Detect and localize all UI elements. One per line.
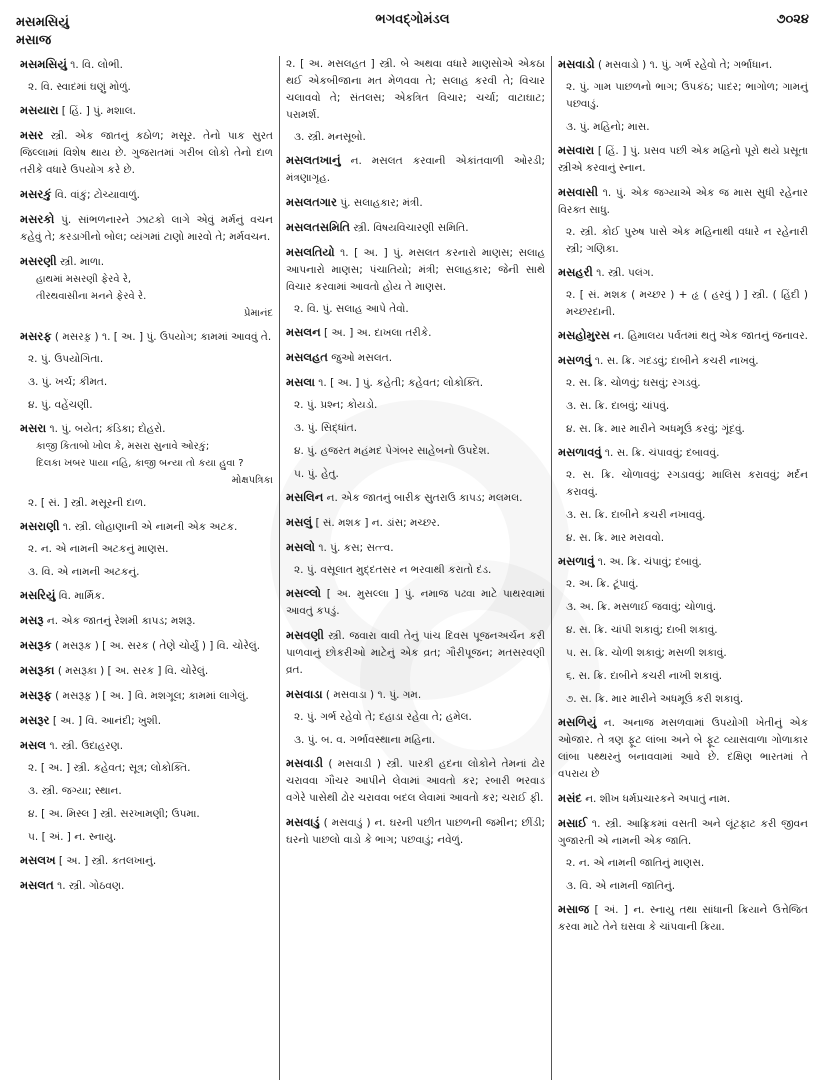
headword: મસરકું <box>20 187 52 201</box>
dictionary-entry <box>20 518 273 536</box>
dictionary-entry <box>286 152 545 187</box>
definition: ( મસરફ઼ ) ૧. [ અ. ] પું. ઉપયોગ; કામમાં આવવું તે. <box>51 331 272 343</box>
headword: મસયારા <box>20 103 59 117</box>
dictionary-entry <box>20 612 273 630</box>
headword: મસવાસી <box>558 185 599 199</box>
dictionary-entry <box>558 56 808 74</box>
headword: મસલતખાનું <box>286 153 341 167</box>
definition: સ્ત્રી. જવારા વાવી તેનું પાંચ દિવસ પૂજનઅર્ચન કરી પાળવાનું છોકરીઓ માટેનું એક વ્રત; ગૌરીપૂજન; મતસરવણી વ્રત. <box>286 630 545 676</box>
headword: મસર <box>20 128 44 142</box>
dictionary-entry <box>286 585 545 620</box>
page-header <box>0 0 825 58</box>
sense-definition: ૨. ન. એ નામની અટકનું માણસ. <box>28 543 169 555</box>
sense-definition: ૩. વિ. એ નામની અટકનું. <box>28 566 140 578</box>
definition: ૨. [ અ. મસલહત ] સ્ત્રી. બે અથવા વધારે માણસોએ એકઠા થઈ એકબીજાના મત મેળવવા તે; સલાહ કરવી તે; વિચાર ચલાવવો તે; સંતલસ; એકત્રિત વિચાર; ચર્ચા; વાટાઘાટ; પરામર્શ. <box>286 58 545 121</box>
dictionary-entry <box>286 324 545 342</box>
headword: મસરૂફ <box>20 688 52 702</box>
headword: મસરૂર <box>20 713 50 727</box>
definition: [ હિં. ] પું. મશાલ. <box>58 105 137 117</box>
sense-definition: ૪. સ. ક્રિ. માર મારીને અધમૂઉં કરવું; ગૂંદવું. <box>566 423 745 435</box>
definition: ( મસવાડો ) ૧. પું. ગર્ભ રહેવો તે; ગર્ભાધાન. <box>594 59 773 71</box>
sense-definition: ૨. વિ. સ્વાદમાં ઘણું મોળું. <box>28 81 131 93</box>
definition: પું. સાંભળનારને ઝાટકો લાગે એવું મર્મનું વચન કહેવું તે; કરડાગીનો બોલ; વ્યંગમાં ટાણો મારવો તે; મર્મવચન. <box>20 214 273 243</box>
definition: ૧. સ. ક્રિ. ચંપાવવું; દબાવવું. <box>601 447 720 459</box>
definition: ( મસવાડા ) ૧. પું. ગમ. <box>322 689 422 701</box>
definition: ૧. પું. બયેત; કંડિકા; દોહરો. <box>46 423 166 435</box>
definition: ૧. પું. કસ; સત્ત્વ. <box>315 542 394 554</box>
definition: [ અં. ] ન. સ્નાયુ તથા સાંધાની ક્રિયાને ઉત્તેજિત કરવા માટે તેને ઘસવા કે ચાંપવાની ક્રિયા. <box>558 904 808 933</box>
headword: મસલ <box>20 738 47 752</box>
dictionary-entry <box>558 352 808 370</box>
definition: [ હિં. ] પું. પ્રસવ પછી એક મહિનો પૂરો થયે પ્રસૂતા સ્ત્રીએ કરવાનું સ્નાન. <box>558 145 808 174</box>
sense-definition: ૨. પું. વસૂલાત મુદ્દતસર ન ભરવાથી કરાતો દંડ. <box>294 564 492 576</box>
definition: સ્ત્રી. એક જાતનું કઠોળ; મસૂર. તેનો પાક સુરત જિલ્લામાં વિશેષ થાય છે. ગુજરાતમાં ગરીબ લોકો તેનો દાળ તરીકે વધારે ઉપયોગ કરે છે. <box>20 130 273 176</box>
guide-word-last: મસાજ <box>16 33 52 48</box>
headword: મસમસિયું <box>20 57 67 71</box>
dictionary-entry <box>286 194 545 212</box>
sense-definition: ૫. [ અં. ] ન. સ્નાયુ. <box>28 831 117 843</box>
dictionary-entry <box>20 253 273 271</box>
headword: મસરૂ <box>20 613 44 627</box>
definition: [ અ. ] સ્ત્રી. કતલખાનું. <box>55 855 157 867</box>
headword: મસલન <box>286 325 321 339</box>
dictionary-columns <box>14 56 814 1080</box>
definition: ૧. સ્ત્રી. લોહાણાની એ નામની એક અટક. <box>59 521 238 533</box>
headword: મસલતસમિતિ <box>286 220 351 234</box>
dictionary-entry <box>286 627 545 679</box>
headword: મસવણી <box>286 628 324 642</box>
dictionary-entry <box>20 662 273 680</box>
book-title: ભગવદ્ગોમંડલ <box>375 12 450 27</box>
headword: મસવાડી <box>286 756 324 770</box>
sense-definition: ૨. સ. ક્રિ. ચોળાવવું; રગડાવવું; માલિસ કરાવવું; મર્દન કરાવવું. <box>566 469 808 498</box>
definition: ન. એક જાતનું બારીક સુતરાઉ કાપડ; મલમલ. <box>323 492 523 504</box>
sense-definition: ૨. [ અ. ] સ્ત્રી. કહેવત; સૂત્ર; લોકોક્તિ. <box>28 762 191 774</box>
headword: મસલું <box>286 515 313 529</box>
headword: મસલા <box>286 375 315 389</box>
definition: [ અ. મુસલ્લા ] પું. નમાજ પઢવા માટે પાથરવામાં આવતું કપડું. <box>286 588 545 617</box>
dictionary-entry <box>286 56 545 124</box>
definition: ૧. સ. ક્રિ. ગદડવું; દાબીને કચરી નાખવું. <box>591 355 759 367</box>
definition: સ્ત્રી. વિષયવિચારણી સમિતિ. <box>350 222 469 234</box>
definition: ન. અનાજ મસળવામાં ઉપયોગી ખેતીનું એક ઓજાર. તે ત્રણ ફૂટ લાંબા અને બે ફૂટ વ્યાસવાળા ગોળાકાર લાંબા પથ્થરનું બનાવવામાં આવે છે. દક્ષિણ ભારતમાં તે વપરાય છે <box>558 717 808 780</box>
dictionary-entry <box>286 489 545 507</box>
headword: મસંદ <box>558 791 582 805</box>
dictionary-entry <box>558 327 808 345</box>
quotation-line: દિલકા ખબર પાયા નહિ, કાજી બન્યા તો કયા હુવા ? <box>36 458 244 469</box>
headword: મસહોમુરસ <box>558 328 610 342</box>
sense-definition: ૨. પું. પ્રશ્ન; કોયડો. <box>294 399 378 411</box>
headword: મસાજ <box>558 902 590 916</box>
headword: મસરા <box>20 421 47 435</box>
quotation-source: પ્રેમાનંદ <box>243 308 273 319</box>
sense-definition: ૨. પું. ગર્ભ રહેવો તે; દહાડા રહેવા તે; હમેલ. <box>294 711 472 723</box>
definition: ૧. અ. ક્રિ. ચંપાવું; દબાવું. <box>594 556 702 568</box>
sense-definition: ૨. સ. ક્રિ. ચોળવું; ઘસવું; રગડવું. <box>566 377 701 389</box>
dictionary-entry <box>20 328 273 346</box>
headword: મસવાડું <box>286 815 320 829</box>
dictionary-entry <box>20 420 273 438</box>
headword: મસલ્લો <box>286 586 321 600</box>
headword: મસરૂકા <box>20 663 55 677</box>
sense-definition: ૨. [ સં. મશક ( મચ્છર ) + હૃ ( હરવું ) ] સ્ત્રી. ( હિંદી ) મચ્છરદાની. <box>566 289 808 318</box>
sense-definition: ૪. [ અ. મિસ્લ ] સ્ત્રી. સરખામણી; ઉપમા. <box>28 808 200 820</box>
dictionary-entry <box>20 186 273 204</box>
column-2 <box>280 56 552 1080</box>
dictionary-entry <box>20 637 273 655</box>
headword: મસહરી <box>558 265 593 279</box>
sense-definition: ૩. પું. મહિનો; માસ. <box>566 121 650 133</box>
dictionary-entry <box>286 374 545 392</box>
definition: ૧. સ્ત્રી. ઉદાહરણ. <box>46 740 124 752</box>
definition: [ અ. ] અ. દાખલા તરીકે. <box>320 327 432 339</box>
headword: મસલતિયો <box>286 245 335 259</box>
headword: મસલતગાર <box>286 195 337 209</box>
definition: ૧. સ્ત્રી. આફ્રિકમાં વસતી અને લૂંટફાટ કરી જીવન ગુજારતી એ નામની એક જાતિ. <box>558 818 808 847</box>
headword: મસલિન <box>286 490 324 504</box>
headword: મસળાવું <box>558 554 595 568</box>
definition: ૧. [ અ. ] પું. કહેતી; કહેવત; લોકોક્તિ. <box>314 377 484 389</box>
quotation-line: તીરથવાસીના મનને ફેરવે રે. <box>36 291 147 302</box>
headword: મસળાવવું <box>558 445 602 459</box>
dictionary-entry <box>286 686 545 704</box>
column-1 <box>14 56 280 1080</box>
headword: મસળિયું <box>558 715 597 729</box>
definition: ન. હિમાલય પર્વતમાં થતું એક જાતનું જનાવર. <box>609 330 808 342</box>
sense-definition: ૨. [ સં. ] સ્ત્રી. મસૂરની દાળ. <box>28 497 147 509</box>
quotation-line: કાજી કિતાબો ખોલ કે, મસરા સુનાવે ઓરકું; <box>36 441 210 452</box>
dictionary-entry <box>558 553 808 571</box>
definition: સ્ત્રી. માળા. <box>56 256 105 268</box>
dictionary-entry <box>558 444 808 462</box>
dictionary-entry <box>286 814 545 849</box>
page-number: ૭૦૨૪ <box>776 12 809 27</box>
sense-definition: ૩. પું. બ. વ. ગર્ભાવસ્થાના મહિના. <box>294 734 436 746</box>
dictionary-entry <box>20 737 273 755</box>
dictionary-entry <box>20 852 273 870</box>
definition: ૧. [ અ. ] પું. મસલત કરનારો માણસ; સલાહ આપનારો માણસ; પંચાતિયો; મંત્રી; સલાહકાર; જેની સાથે વિચાર કરવામાં આવતો હોય તે માણસ. <box>286 247 545 293</box>
dictionary-entry <box>20 587 273 605</box>
headword: મસલો <box>286 540 316 554</box>
dictionary-entry <box>558 714 808 783</box>
definition: ( મસરૂફ઼ ) [ અ. ] વિ. મશગૂલ; કામમાં લાગેલું. <box>51 690 249 702</box>
sense-definition: ૬. સ. ક્રિ. દાબીને કચરી નાખી શકાવું. <box>566 670 723 682</box>
sense-definition: ૨. સ્ત્રી. કોઈ પુરુષ પાસે એક મહિનાથી વધારે ન રહેનારી સ્ત્રી; ગણિકા. <box>566 226 808 255</box>
dictionary-entry <box>558 264 808 282</box>
sense-definition: ૩. સ્ત્રી. જગ્યા; સ્થાન. <box>28 785 122 797</box>
dictionary-entry <box>20 102 273 120</box>
sense-definition: ૨. પું. ગામ પાછળનો ભાગ; ઉપકંઠ; પાદર; ભાગોળ; ગામનું પછવાડું. <box>566 81 808 110</box>
sense-definition: ૩. પું. સિદ્ધાંત. <box>294 422 358 434</box>
headword: મસરાણી <box>20 519 60 533</box>
headword: મસવાડા <box>286 687 323 701</box>
sense-definition: ૩. પું. ખર્ચ; કીમત. <box>28 376 108 388</box>
quotation-source: મોક્ષપત્રિકા <box>231 475 273 486</box>
headword: મસલહત <box>286 350 328 364</box>
headword: મસળવું <box>558 353 592 367</box>
definition: ૧. સ્ત્રી. પલંગ. <box>592 267 654 279</box>
sense-definition: ૫. પું. હેતુ. <box>294 468 339 480</box>
headword: મસલખ <box>20 853 56 867</box>
definition: ન. શીખ ધર્મપ્રચારકને અપાતું નામ. <box>581 793 731 805</box>
definition: ૧. પું. એક જગ્યાએ એક જ માસ સુધી રહેનાર વિરક્ત સાધુ. <box>558 187 808 216</box>
dictionary-entry <box>558 142 808 177</box>
sense-definition: ૩. સ. ક્રિ. દાબવું; ચાંપવું. <box>566 400 670 412</box>
guide-word-first: મસમસિયું <box>16 15 70 30</box>
sense-definition: ૨. ન. એ નામની જાતિનું માણસ. <box>566 857 705 869</box>
dictionary-entry <box>20 127 273 179</box>
dictionary-entry <box>286 244 545 296</box>
headword: મસરણી <box>20 254 57 268</box>
headword: મસરૂક <box>20 638 52 652</box>
sense-definition: ૩. અ. ક્રિ. મસળાઈ જવાવું; ચોળાવું. <box>566 601 717 613</box>
sense-definition: ૩. સ્ત્રી. મનસૂબો. <box>294 131 366 143</box>
headword: મસરકો <box>20 212 55 226</box>
dictionary-entry <box>558 815 808 850</box>
headword: મસરિયું <box>20 588 56 602</box>
sense-definition: ૪. પું. હજરત મહંમદ પેગંબર સાહેબનો ઉપદેશ. <box>294 445 490 457</box>
sense-definition: ૨. અ. ક્રિ. ટૂંપાવું. <box>566 578 639 590</box>
sense-definition: ૪. પું. વહેંચણી. <box>28 399 93 411</box>
definition: [ અ. ] વિ. આનંદી; ખુશી. <box>49 715 162 727</box>
sense-definition: ૩. સ. ક્રિ. દાબીને કચરી નખાવવું. <box>566 509 706 521</box>
definition: ૧. વિ. લોભી. <box>66 59 123 71</box>
definition: ( મસરૂક઼ ) [ અ. સરક ( તેણે ચોર્યું ) ] વિ. ચોરેલું. <box>51 640 261 652</box>
dictionary-entry <box>558 790 808 808</box>
dictionary-entry <box>20 712 273 730</box>
headword: મસવારા <box>558 143 595 157</box>
dictionary-entry <box>286 755 545 807</box>
sense-definition: ૫. સ. ક્રિ. ચોળી શકાવું; મસળી શકાવું. <box>566 647 727 659</box>
definition: જુઓ મસલત. <box>327 352 393 364</box>
sense-definition: ૨. વિ. પું. સલાહ આપે તેવો. <box>294 303 409 315</box>
definition: ( મસવાડું ) ન. ઘરની પછીત પાછળની જમીન; છીંડી; ઘરનો પાછલો વાડો કે ભાગ; પછવાડું; નવેળું. <box>286 817 545 846</box>
definition: ૧. સ્ત્રી. ગોઠવણ. <box>53 880 125 892</box>
dictionary-entry <box>286 514 545 532</box>
definition: ( મસરૂક઼ા ) [ અ. સરક ] વિ. ચોરેલું. <box>54 665 209 677</box>
dictionary-entry <box>286 219 545 237</box>
definition: ન. મસલત કરવાની એકાંતવાળી ઓરડી; મંત્રણાગૃહ. <box>286 155 545 184</box>
sense-definition: ૪. સ. ક્રિ. ચાંપી શકાવું; દાબી શકાવું. <box>566 624 718 636</box>
column-3 <box>552 56 814 1080</box>
definition: વિ. વાંકું; ટોચ્યાવાળું. <box>51 189 141 201</box>
headword: મસવાડો <box>558 57 595 71</box>
dictionary-entry <box>286 349 545 367</box>
dictionary-entry <box>20 687 273 705</box>
dictionary-entry <box>558 184 808 219</box>
sense-definition: ૭. સ. ક્રિ. માર મારીને અધમૂઉં કરી શકાવું. <box>566 693 744 705</box>
definition: વિ. માર્મિક. <box>55 590 105 602</box>
definition: ન. એક જાતનું રેશમી કાપડ; મશરૂ. <box>43 615 196 627</box>
dictionary-entry <box>20 211 273 246</box>
definition: [ સં. મશક ] ન. ડાંસ; મચ્છર. <box>312 517 440 529</box>
sense-definition: ૨. પું. ઉપયોગિતા. <box>28 353 104 365</box>
quotation-line: હાથમાં મસરણી ફેરવે રે, <box>36 274 132 285</box>
sense-definition: ૪. સ. ક્રિ. માર મરાવવો. <box>566 532 665 544</box>
headword: મસલત <box>20 878 54 892</box>
dictionary-entry <box>20 877 273 895</box>
dictionary-entry <box>286 539 545 557</box>
headword: મસાઈ <box>558 816 588 830</box>
headword: મસરફ <box>20 329 52 343</box>
dictionary-entry <box>558 901 808 936</box>
sense-definition: ૩. વિ. એ નામની જાતિનું. <box>566 880 676 892</box>
definition: ( મસવાડી ) સ્ત્રી. પારકી હદના લોકોને તેમનાં ઢોર ચરાવવા ગૌચર આપીને લેવામાં આવતો કર; રબારી ભરવાડ વગેરે પાસેથી ઢોર ચરાવવા બદલ લેવામાં આવતો કર; ચરાઈ ફી. <box>286 758 545 804</box>
dictionary-entry <box>20 56 273 74</box>
definition: પું. સલાહકાર; મંત્રી. <box>336 197 423 209</box>
